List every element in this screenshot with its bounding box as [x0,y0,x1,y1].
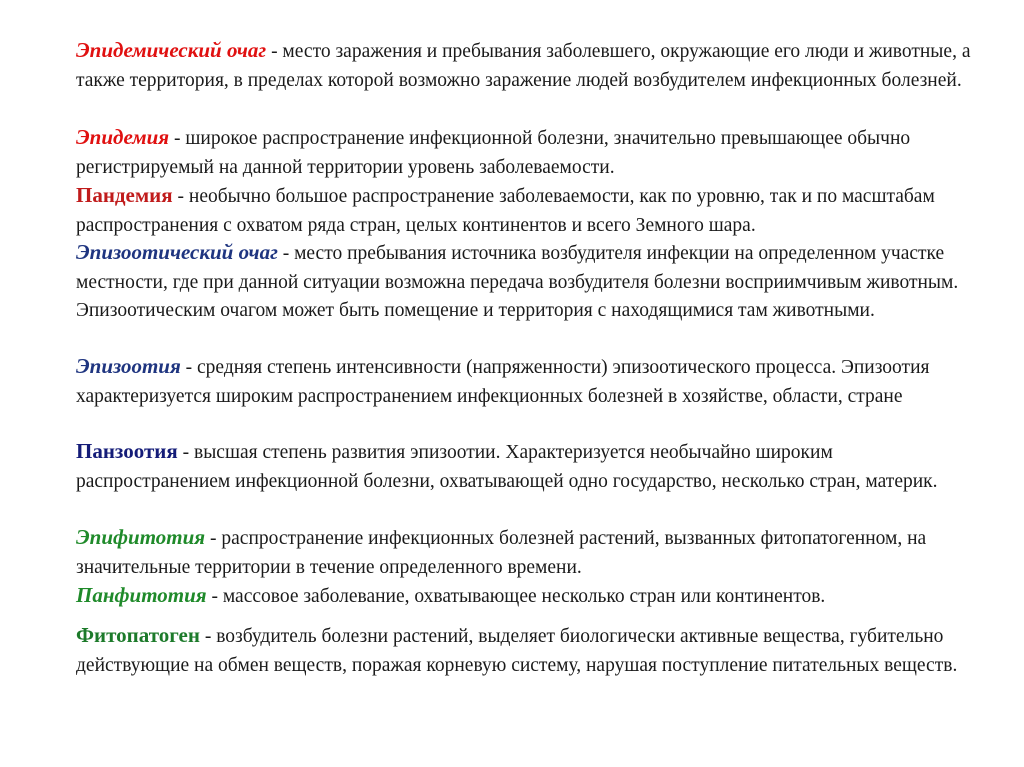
definition-epiphytotic [76,523,991,582]
term-epidemic-focus: Эпидемический очаг [76,38,267,62]
definition-pandemic [76,181,991,240]
definition-text: - широкое распространение инфекционной болезни, значительно превышающее обычно регистрируемый на данной территории уровень заболеваемости. [76,128,911,178]
term-phytopathogen: Фитопатоген [76,623,200,647]
term-pandemic: Пандемия [76,183,173,207]
definition-text: - массовое заболевание, охватывающее несколько стран или континентов. [206,586,826,607]
definition-panzootic [76,437,991,496]
term-epizootic: Эпизоотия [76,354,181,378]
definition-epidemic [76,123,991,182]
definition-text: - необычно большое распространение заболеваемости, как по уровню, так и по масштабам распространения с охватом ряда стран, целых континентов и всего Земного шара. [76,186,935,236]
definition-phytopathogen [76,621,991,680]
definition-text: - высшая степень развития эпизоотии. Характеризуется необычайно широким распространением инфекционной болезни, охватывающей одно государство, несколько стран, материк. [76,442,938,492]
definition-text: - средняя степень интенсивности (напряженности) эпизоотического процесса. Эпизоотия характеризуется широким распространением инфекционных болезней в хозяйстве, области, стране [76,357,930,407]
definition-text: - место пребывания источника возбудителя инфекции на определенном участке местности, где при данной ситуации возможна передача возбудителя болезни восприимчивым животным. Эпизоотическим очагом может быть помещение и территория с находящимися там животными. [76,243,959,322]
definition-panphytotic [76,581,991,612]
term-epidemic: Эпидемия [76,125,170,149]
term-panzootic: Панзоотия [76,439,178,463]
definition-epizootic [76,352,991,411]
term-epiphytotic: Эпифитотия [76,525,206,549]
term-epizootic-focus: Эпизоотический очаг [76,240,278,264]
definition-text: - место заражения и пребывания заболевшего, окружающие его люди и животные, а также территория, в пределах которой возможно заражение людей возбудителем инфекционных болезней. [76,41,971,91]
definition-text: - возбудитель болезни растений, выделяет биологически активные вещества, губительно действующие на обмен веществ, поражая корневую систему, нарушая поступление питательных веществ. [76,626,958,676]
definition-epizootic-focus [76,238,991,326]
definition-epidemic-focus [76,36,991,95]
definition-text: - распространение инфекционных болезней растений, вызванных фитопатогенном, на значительные территории в течение определенного времени. [76,528,927,578]
term-panphytotic: Панфитотия [76,583,207,607]
